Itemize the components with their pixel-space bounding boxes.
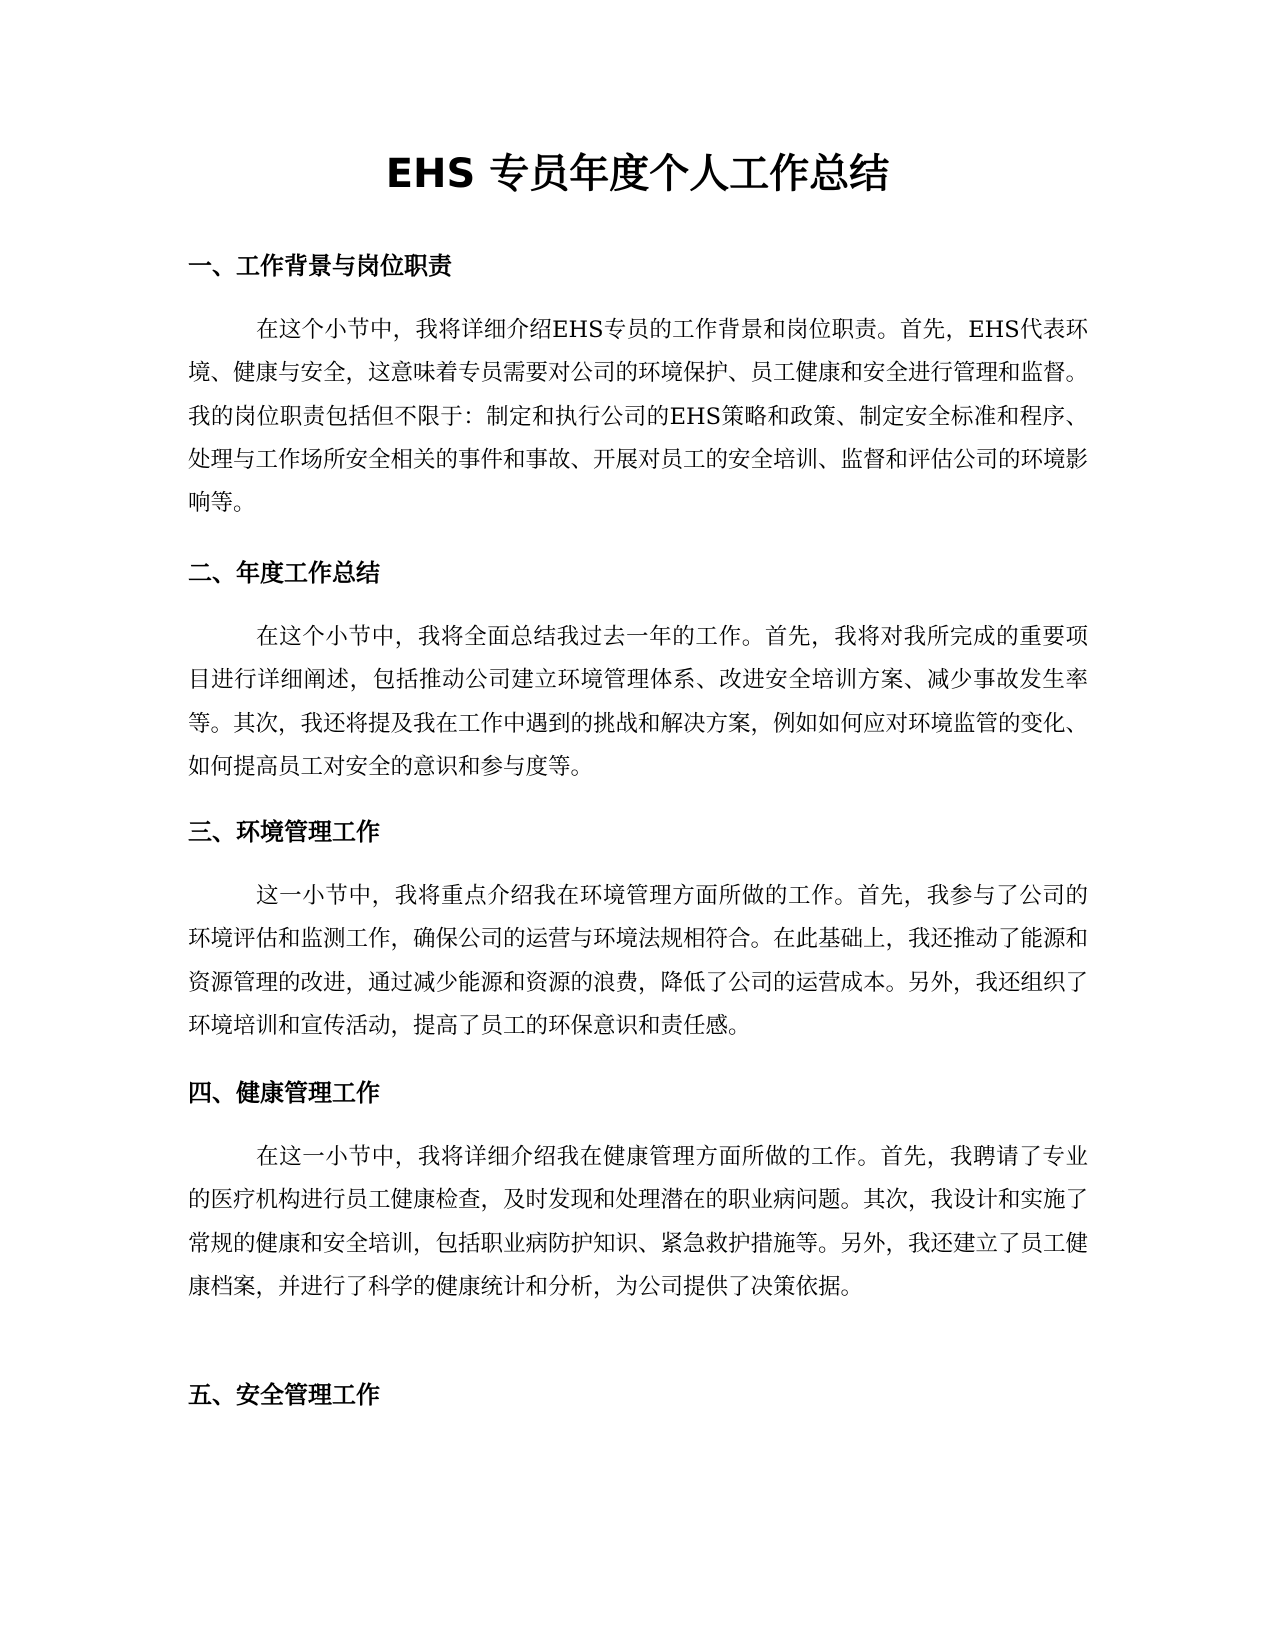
section-annual-summary bbox=[188, 556, 1088, 789]
section-paragraph: 在这个小节中，我将详细介绍EHS专员的工作背景和岗位职责。首先，EHS代表环境、健康与安全，这意味着专员需要对公司的环境保护、员工健康和安全进行管理和监督。我的岗位职责包括但不限于：制定和执行公司的EHS策略和政策、制定安全标准和程序、处理与工作场所安全相关的事件和事故、开展对员工的安全培训、监督和评估公司的环境影响等。 bbox=[188, 317, 1089, 517]
section-paragraph: 在这个小节中，我将全面总结我过去一年的工作。首先，我将对我所完成的重要项目进行详细阐述，包括推动公司建立环境管理体系、改进安全培训方案、减少事故发生率等。其次，我还将提及我在工作中遇到的挑战和解决方案，例如如何应对环境监管的变化、如何提高员工对安全的意识和参与度等。 bbox=[188, 624, 1089, 780]
section-heading: 一、工作背景与岗位职责 bbox=[188, 252, 452, 280]
section-health-management bbox=[188, 1076, 1088, 1309]
section-paragraph: 这一小节中，我将重点介绍我在环境管理方面所做的工作。首先，我参与了公司的环境评估和监测工作，确保公司的运营与环境法规相符合。在此基础上，我还推动了能源和资源管理的改进，通过减少能源和资源的浪费，降低了公司的运营成本。另外，我还组织了环境培训和宣传活动，提高了员工的环保意识和责任感。 bbox=[188, 883, 1089, 1039]
section-environment-management bbox=[188, 815, 1088, 1048]
section-work-background bbox=[188, 249, 1088, 525]
section-heading: 三、环境管理工作 bbox=[188, 818, 380, 846]
section-heading: 五、安全管理工作 bbox=[188, 1381, 380, 1409]
section-paragraph: 在这一小节中，我将详细介绍我在健康管理方面所做的工作。首先，我聘请了专业的医疗机构进行员工健康检查，及时发现和处理潜在的职业病问题。其次，我设计和实施了常规的健康和安全培训，包括职业病防护知识、紧急救护措施等。另外，我还建立了员工健康档案，并进行了科学的健康统计和分析，为公司提供了决策依据。 bbox=[188, 1144, 1089, 1300]
document-title: EHS 专员年度个人工作总结 bbox=[385, 151, 890, 197]
section-heading: 二、年度工作总结 bbox=[188, 559, 380, 587]
section-heading: 四、健康管理工作 bbox=[188, 1079, 380, 1107]
section-safety-management bbox=[188, 1378, 1088, 1412]
